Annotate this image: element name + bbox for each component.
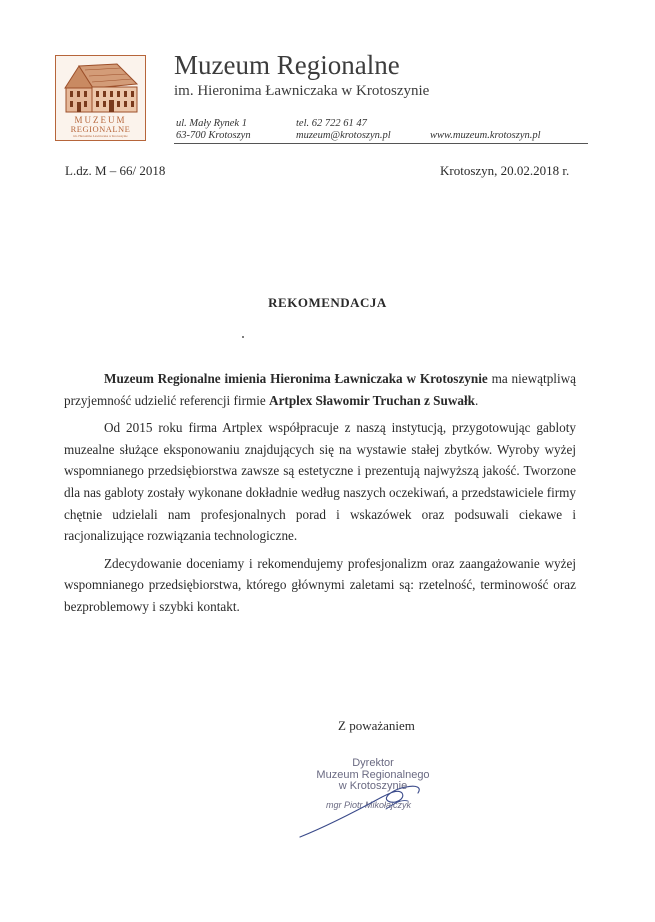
museum-building-icon — [59, 58, 142, 114]
paragraph-1-end: . — [474, 392, 479, 408]
museum-logo — [55, 55, 146, 141]
handwritten-signature — [290, 775, 450, 845]
museum-name-bold: Muzeum Regionalne imienia Hieronima Ławniczaka w Krotoszynie — [104, 371, 488, 386]
stamp-institution: Muzeum Regionalnego — [316, 768, 430, 781]
phone-number: tel. 62 722 61 47 — [296, 118, 367, 129]
website-link[interactable]: www.muzeum.krotoszyn.pl — [430, 130, 541, 141]
organization-name: Muzeum Regionalne — [174, 50, 400, 80]
stamp-location: w Krotoszynie — [338, 780, 408, 792]
logo-text-muzeum: MUZEUM — [74, 115, 127, 125]
logo-text-regionalne: REGIONALNE — [70, 124, 131, 134]
reference-number: L.dz. M – 66/ 2018 — [65, 163, 166, 178]
email-address[interactable]: muzeum@krotoszyn.pl — [296, 130, 391, 141]
address-line-1: ul. Mały Rynek 1 — [176, 118, 247, 129]
paragraph-1-text: ma niewątpliwą przyjemność udzielić referencji firmie — [64, 371, 576, 408]
letterhead-divider — [174, 143, 588, 144]
paragraph-3: Zdecydowanie doceniamy i rekomendujemy profesjonalizm oraz zaangażowanie wyżej wspomnianego przedsiębiorstwa, którego głównymi zaletami są: rzetelność, terminowość oraz bezproblemowy i szybki kontakt. — [64, 555, 576, 614]
organization-subtitle: im. Hieronima Ławniczaka w Krotoszynie — [174, 83, 430, 99]
company-name-bold: Artplex Sławomir Truchan z Suwałk — [269, 392, 475, 408]
paragraph-1 — [64, 368, 576, 411]
stamp-director-name: mgr Piotr Mikołajczyk — [326, 800, 412, 810]
letter-body — [64, 368, 576, 618]
document-title: REKOMENDACJA — [268, 295, 387, 310]
address-line-2: 63-700 Krotoszyn — [176, 130, 251, 141]
paragraph-2: Od 2015 roku firma Artplex współpracuje z naszą instytucją, przygotowując gabloty muzealne służące eksponowaniu znajdujących się na wystawie stałej zbytków. Wyroby wyżej wspomnianego przedsiębiorstwa zawsze są estetyczne i prezentują najwyższą jakość. Tworzone dla nas gabloty zostały wykonane dokładnie według naszych oczekiwań, a przedstawiciele firmy chętnie udzielali nam profesjonalnych porad i wskazówek oraz podsuwali ciekawe i racjonalizujące rozwiązania technologiczne. — [64, 420, 576, 544]
logo-text-patron: im. Hieronima Ławniczaka w Krotoszynie — [73, 134, 128, 138]
stamp-title: Dyrektor — [352, 757, 394, 769]
letter-date: Krotoszyn, 20.02.2018 r. — [440, 163, 570, 178]
scan-speck — [242, 336, 244, 338]
closing-salutation: Z poważaniem — [338, 718, 415, 733]
